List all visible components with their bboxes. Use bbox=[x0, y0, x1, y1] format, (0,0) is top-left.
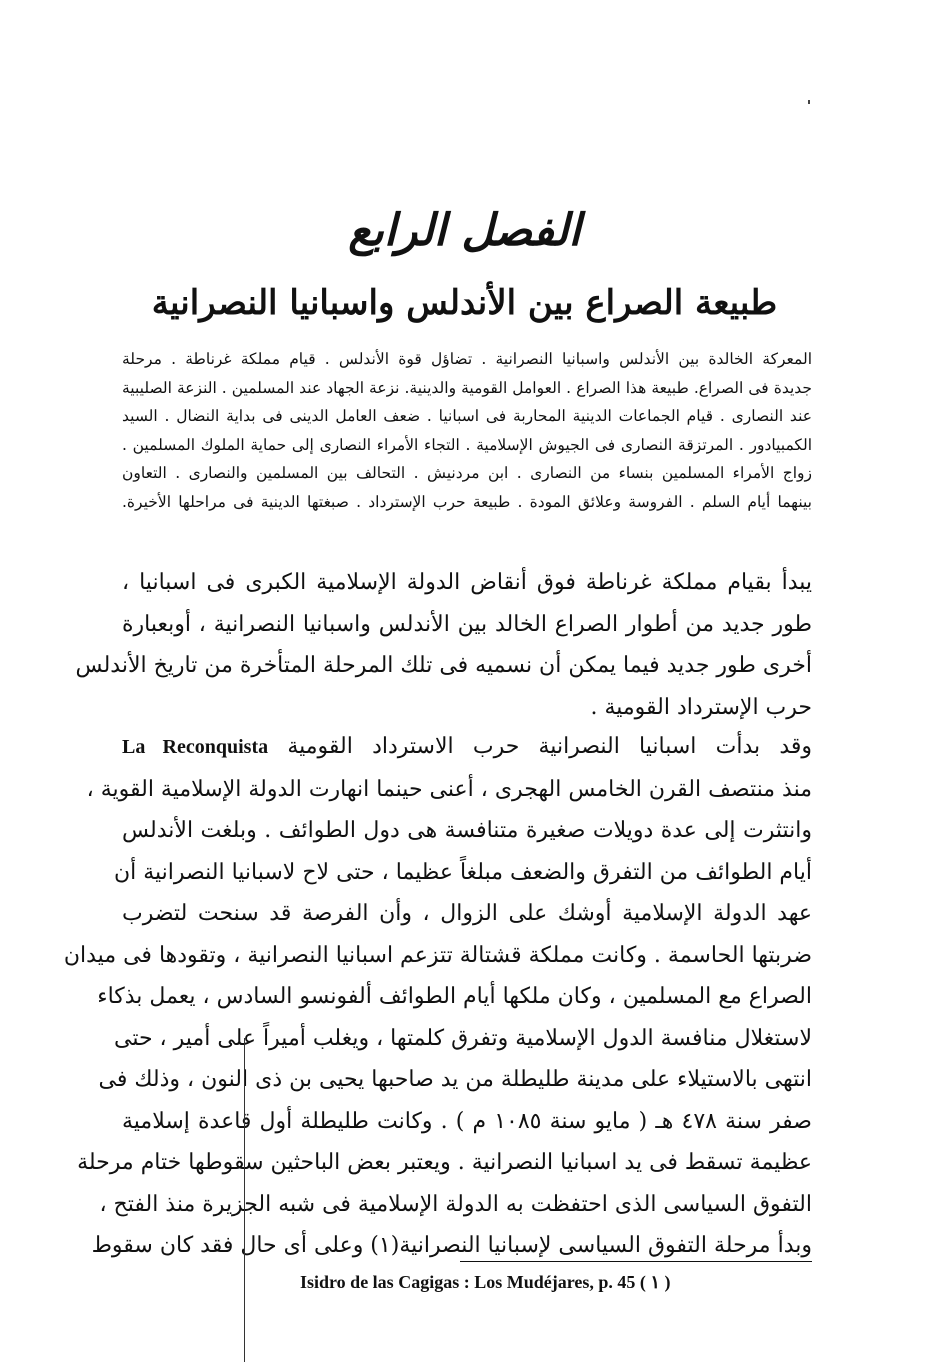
latin-term: La Reconquista bbox=[122, 736, 269, 758]
chapter-title: الفصل الرابع bbox=[348, 205, 581, 256]
body-line: التفوق السياسى الذى احتفظت به الدولة الإسلامية فى شبه الجزيرة منذ الفتح ، bbox=[99, 1191, 812, 1217]
body-line: عهد الدولة الإسلامية أوشك على الزوال ، وأن الفرصة قد سنحت لتضرب bbox=[122, 901, 812, 926]
body-line-first bbox=[122, 726, 812, 769]
body-line: ضربتها الحاسمة . وكانت مملكة قشتالة تتزعم اسبانيا النصرانية ، وتقودها فى ميدان bbox=[63, 942, 812, 968]
body-paragraph-2 bbox=[63, 726, 813, 1267]
scan-artifact-line bbox=[244, 1038, 245, 1362]
body-line: عظيمة تسقط فى يد اسبانيا النصرانية . ويعتبر بعض الباحثين سقوطها ختام مرحلة bbox=[77, 1150, 812, 1175]
summary-line: جديدة فى الصراع. طبيعة هذا الصراع . العوامل القومية والدينية. نزعة الجهاد عند المسلمين . النزعة الصليبية bbox=[122, 378, 812, 397]
body-line: صفر سنة ٤٧٨ هـ ( مايو سنة ١٠٨٥ م ) . وكانت طليطلة أول قاعدة إسلامية bbox=[122, 1108, 812, 1134]
body-line: وبدأ مرحلة التفوق السياسى لإسبانيا النصرانية(١) وعلى أى حال فقد كان سقوط bbox=[91, 1233, 812, 1258]
summary-line: الكمبيادور . المرتزقة النصارى فى الجيوش الإسلامية . التجاء الأمراء النصارى إلى حماية الملوك المسلمين . bbox=[122, 435, 812, 454]
summary-line: عند النصارى . قيام الجماعات الدينية المحاربة فى اسبانيا . ضعف العامل الدينى فى بداية النضال . السيد bbox=[122, 407, 812, 425]
footnote: Isidro de las Cagigas : Los Mudéjares, p. 45 ( ١ ) bbox=[300, 1272, 671, 1292]
body-line: وانتثرت إلى عدة دويلات صغيرة متنافسة هى دول الطوائف . وبلغت الأندلس bbox=[122, 818, 812, 843]
body-line: حرب الإسترداد القومية . bbox=[590, 694, 812, 720]
chapter-summary bbox=[122, 345, 812, 516]
body-line: منذ منتصف القرن الخامس الهجرى ، أعنى حينما انهارت الدولة الإسلامية القوية ، bbox=[86, 776, 812, 802]
body-line: الصراع مع المسلمين ، وكان ملكها أيام الطوائف ألفونسو السادس ، يعمل بذكاء bbox=[97, 984, 812, 1009]
body-line: أيام الطوائف من التفرق والضعف مبلغاً عظيما ، حتى لاح لاسبانيا النصرانية أن bbox=[113, 859, 812, 885]
summary-line: المعركة الخالدة بين الأندلس واسبانيا النصرانية . تضاؤل قوة الأندلس . قيام مملكة غرناطة . مرحلة bbox=[122, 350, 812, 368]
body-line: يبدأ بقيام مملكة غرناطة فوق أنقاض الدولة الإسلامية الكبرى فى اسبانيا ، bbox=[122, 570, 812, 595]
summary-line: زواج الأمراء المسلمين بنساء من النصارى . ابن مردنيش . التحالف بين المسلمين والنصارى . التعاون bbox=[122, 464, 812, 482]
body-line: لاستغلال منافسة الدول الإسلامية وتفرق كلمتها ، ويغلب أميراً على أمير ، حتى bbox=[113, 1025, 812, 1051]
chapter-subtitle: طبيعة الصراع بين الأندلس واسبانيا النصرانية bbox=[151, 283, 778, 323]
body-paragraph-1 bbox=[75, 562, 812, 728]
summary-line: بينهما أيام السلم . الفروسة وعلائق المودة . طبيعة حرب الإسترداد . صبغتها الدينية فى مراحلها الأخيرة. bbox=[122, 492, 812, 511]
body-line: انتهى بالاستيلاء على مدينة طليطلة من يد صاحبها يحيى بن ذى النون ، وذلك فى bbox=[98, 1067, 812, 1092]
body-line: أخرى طور جديد فيما يمكن أن نسميه فى تلك المرحلة المتأخرة من تاريخ الأندلس bbox=[75, 653, 812, 678]
body-line-arabic: وقد بدأت اسبانيا النصرانية حرب الاسترداد القومية bbox=[287, 734, 813, 759]
body-line: طور جديد من أطوار الصراع الخالد بين الأندلس واسبانيا النصرانية ، أوبعبارة bbox=[122, 611, 812, 637]
scan-speck bbox=[808, 100, 810, 104]
footnote-divider bbox=[460, 1261, 812, 1262]
